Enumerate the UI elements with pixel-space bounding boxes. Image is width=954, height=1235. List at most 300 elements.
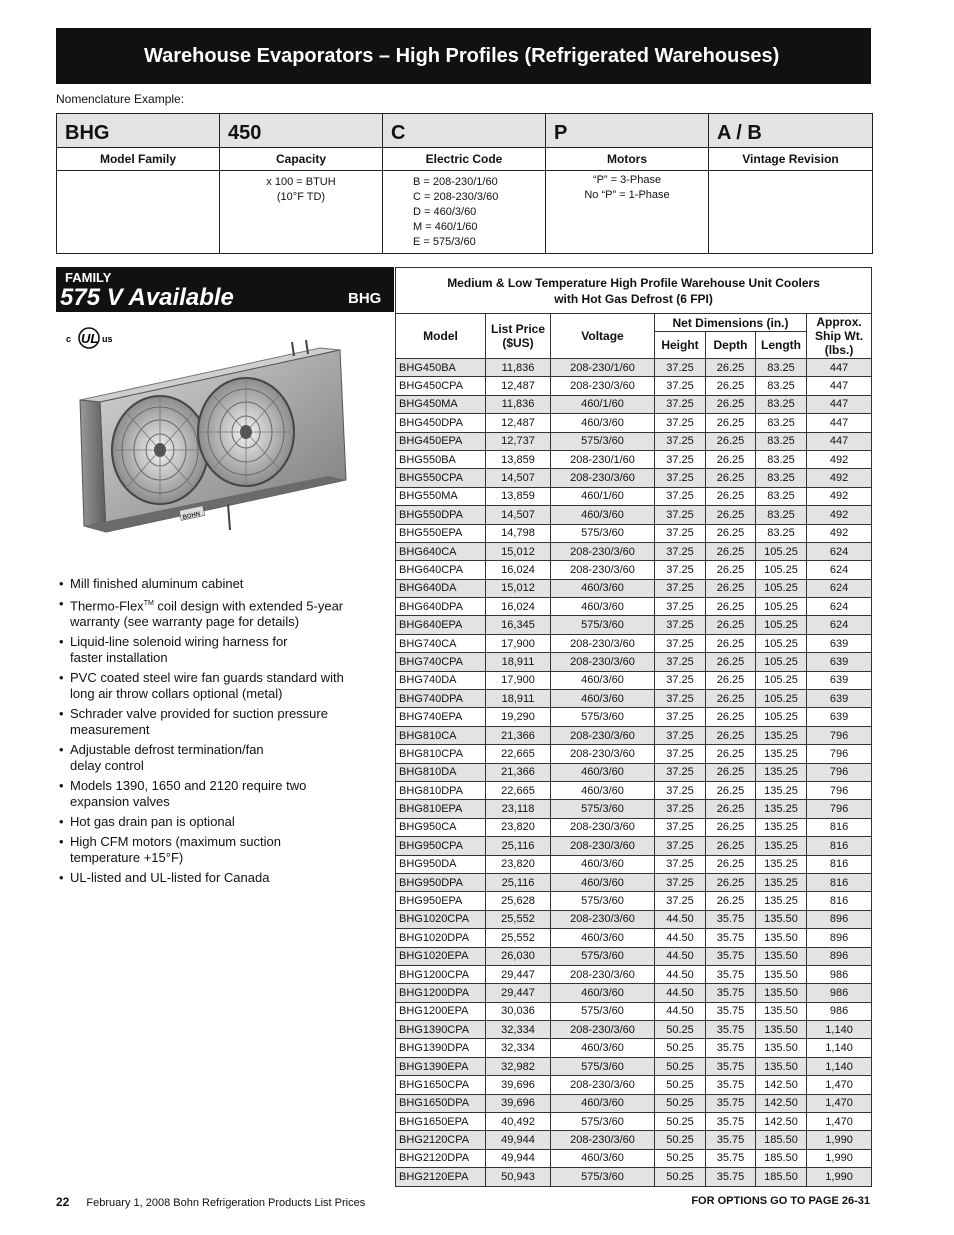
table-cell: 83.25 xyxy=(756,359,807,377)
table-cell: 37.25 xyxy=(655,598,706,616)
table-cell: 21,366 xyxy=(486,726,551,744)
table-cell: 208-230/1/60 xyxy=(551,359,655,377)
table-cell: 26.25 xyxy=(706,487,756,505)
table-cell: 816 xyxy=(807,892,872,910)
table-cell: 25,116 xyxy=(486,873,551,891)
table-cell: 135.25 xyxy=(756,855,807,873)
nomenclature-detail xyxy=(57,171,220,254)
table-cell: 447 xyxy=(807,359,872,377)
table-cell: 25,552 xyxy=(486,910,551,928)
table-cell: 83.25 xyxy=(756,506,807,524)
table-cell: 44.50 xyxy=(655,947,706,965)
table-cell: 32,982 xyxy=(486,1057,551,1075)
header-net-dimensions: Net Dimensions (in.) xyxy=(655,314,807,332)
table-cell: 11,836 xyxy=(486,359,551,377)
table-cell: 35.75 xyxy=(706,1057,756,1075)
table-cell: 35.75 xyxy=(706,1113,756,1131)
table-cell: 185.50 xyxy=(756,1168,807,1186)
table-cell: 26.25 xyxy=(706,432,756,450)
table-cell: 460/3/60 xyxy=(551,781,655,799)
table-row xyxy=(396,1131,872,1149)
table-cell: 26.25 xyxy=(706,579,756,597)
fan-left-icon xyxy=(112,396,208,504)
table-cell: 18,911 xyxy=(486,653,551,671)
table-cell: 460/3/60 xyxy=(551,929,655,947)
table-cell: 208-230/3/60 xyxy=(551,818,655,836)
table-cell: 986 xyxy=(807,984,872,1002)
table-cell: 460/1/60 xyxy=(551,487,655,505)
feature-list xyxy=(56,576,391,890)
table-cell: 105.25 xyxy=(756,542,807,560)
table-cell: 37.25 xyxy=(655,892,706,910)
table-cell: BHG950EPA xyxy=(396,892,486,910)
table-cell: 142.50 xyxy=(756,1113,807,1131)
table-cell: 624 xyxy=(807,561,872,579)
table-cell: 26.25 xyxy=(706,690,756,708)
nomenclature-code: P xyxy=(546,114,709,148)
table-cell: 37.25 xyxy=(655,708,706,726)
page-number: 22 xyxy=(56,1195,70,1209)
footer-left xyxy=(56,1195,365,1209)
nomenclature-label-cell: Capacity xyxy=(220,148,383,171)
table-cell: 26.25 xyxy=(706,395,756,413)
table-cell: 492 xyxy=(807,487,872,505)
table-row xyxy=(396,1021,872,1039)
table-cell: BHG450BA xyxy=(396,359,486,377)
table-cell: BHG640EPA xyxy=(396,616,486,634)
footer-options-note: FOR OPTIONS GO TO PAGE 26-31 xyxy=(691,1195,870,1207)
table-row xyxy=(396,579,872,597)
table-row xyxy=(396,598,872,616)
table-row xyxy=(396,487,872,505)
family-code: BHG xyxy=(348,290,382,307)
table-row xyxy=(396,671,872,689)
table-cell: 83.25 xyxy=(756,377,807,395)
table-cell: BHG640DPA xyxy=(396,598,486,616)
table-cell: 796 xyxy=(807,745,872,763)
ul-logo-us: us xyxy=(102,334,113,344)
table-cell: 447 xyxy=(807,414,872,432)
table-cell: 37.25 xyxy=(655,469,706,487)
feature-item: • Schrader valve provided for suction pressure measurement xyxy=(56,706,391,738)
table-row xyxy=(396,873,872,891)
table-row xyxy=(396,1149,872,1167)
table-cell: 135.50 xyxy=(756,984,807,1002)
table-cell: 37.25 xyxy=(655,414,706,432)
table-row xyxy=(396,506,872,524)
table-cell: 624 xyxy=(807,598,872,616)
table-cell: 208-230/3/60 xyxy=(551,1076,655,1094)
table-cell: 208-230/3/60 xyxy=(551,634,655,652)
table-cell: 44.50 xyxy=(655,965,706,983)
table-cell: BHG1390CPA xyxy=(396,1021,486,1039)
table-cell: 26.25 xyxy=(706,450,756,468)
table-cell: 14,798 xyxy=(486,524,551,542)
table-cell: BHG450DPA xyxy=(396,414,486,432)
table-cell: 37.25 xyxy=(655,634,706,652)
table-cell: 105.25 xyxy=(756,653,807,671)
table-cell: 50.25 xyxy=(655,1149,706,1167)
table-cell: 639 xyxy=(807,653,872,671)
table-cell: 16,024 xyxy=(486,561,551,579)
feature-item: • Liquid-line solenoid wiring harness for faster installation xyxy=(56,634,391,666)
table-cell: 460/3/60 xyxy=(551,855,655,873)
table-row xyxy=(396,837,872,855)
table-cell: BHG810CA xyxy=(396,726,486,744)
nomenclature-code: C xyxy=(383,114,546,148)
table-row xyxy=(396,855,872,873)
table-cell: 37.25 xyxy=(655,837,706,855)
table-cell: 986 xyxy=(807,1002,872,1020)
table-cell: 816 xyxy=(807,818,872,836)
nomenclature-code: A / B xyxy=(709,114,873,148)
table-cell: 35.75 xyxy=(706,1149,756,1167)
table-row xyxy=(396,414,872,432)
table-cell: 23,820 xyxy=(486,855,551,873)
table-cell: 17,900 xyxy=(486,671,551,689)
table-cell: BHG1020EPA xyxy=(396,947,486,965)
table-cell: 23,820 xyxy=(486,818,551,836)
table-cell: 37.25 xyxy=(655,855,706,873)
feature-item: • Models 1390, 1650 and 2120 require two expansion valves xyxy=(56,778,391,810)
nomenclature-label-cell: Motors xyxy=(546,148,709,171)
table-cell: BHG740DPA xyxy=(396,690,486,708)
table-cell: 208-230/3/60 xyxy=(551,1131,655,1149)
feature-item: • PVC coated steel wire fan guards standard with long air throw collars optional (metal) xyxy=(56,670,391,702)
table-cell: BHG2120DPA xyxy=(396,1149,486,1167)
table-cell: 35.75 xyxy=(706,947,756,965)
table-cell: 29,447 xyxy=(486,965,551,983)
table-cell: 35.75 xyxy=(706,1021,756,1039)
table-cell: 83.25 xyxy=(756,487,807,505)
table-cell: 17,900 xyxy=(486,634,551,652)
table-cell: 37.25 xyxy=(655,524,706,542)
table-cell: 796 xyxy=(807,726,872,744)
nomenclature-code: BHG xyxy=(57,114,220,148)
table-cell: 29,447 xyxy=(486,984,551,1002)
table-cell: 896 xyxy=(807,910,872,928)
table-cell: 44.50 xyxy=(655,929,706,947)
table-cell: BHG1020DPA xyxy=(396,929,486,947)
table-cell: 460/3/60 xyxy=(551,873,655,891)
table-cell: 135.50 xyxy=(756,947,807,965)
table-cell: 37.25 xyxy=(655,579,706,597)
table-cell: 44.50 xyxy=(655,984,706,1002)
table-cell: 16,024 xyxy=(486,598,551,616)
table-cell: 26.25 xyxy=(706,818,756,836)
table-cell: 460/3/60 xyxy=(551,763,655,781)
table-cell: 25,552 xyxy=(486,929,551,947)
feature-item: • Mill finished aluminum cabinet xyxy=(56,576,391,592)
table-cell: 26.25 xyxy=(706,800,756,818)
table-cell: 50.25 xyxy=(655,1039,706,1057)
table-cell: BHG740EPA xyxy=(396,708,486,726)
table-cell: BHG810EPA xyxy=(396,800,486,818)
table-cell: 208-230/3/60 xyxy=(551,1021,655,1039)
table-cell: 575/3/60 xyxy=(551,1168,655,1186)
table-cell: BHG950DPA xyxy=(396,873,486,891)
table-cell: 460/3/60 xyxy=(551,1149,655,1167)
table-cell: 135.25 xyxy=(756,726,807,744)
table-cell: 19,290 xyxy=(486,708,551,726)
header-price: List Price ($US) xyxy=(486,314,551,359)
table-cell: 37.25 xyxy=(655,781,706,799)
table-row xyxy=(396,1039,872,1057)
table-cell: 1,990 xyxy=(807,1131,872,1149)
nomenclature-label-cell: Vintage Revision xyxy=(709,148,873,171)
nomenclature-label-cell: Model Family xyxy=(57,148,220,171)
table-row xyxy=(396,432,872,450)
table-cell: 796 xyxy=(807,781,872,799)
table-cell: BHG640CPA xyxy=(396,561,486,579)
table-cell: 208-230/3/60 xyxy=(551,653,655,671)
table-cell: 185.50 xyxy=(756,1131,807,1149)
table-cell: 35.75 xyxy=(706,1094,756,1112)
table-row xyxy=(396,929,872,947)
table-row xyxy=(396,450,872,468)
table-cell: 135.25 xyxy=(756,745,807,763)
table-cell: 105.25 xyxy=(756,708,807,726)
table-cell: 21,366 xyxy=(486,763,551,781)
table-cell: 37.25 xyxy=(655,671,706,689)
table-cell: 23,118 xyxy=(486,800,551,818)
table-cell: 575/3/60 xyxy=(551,892,655,910)
table-cell: 460/3/60 xyxy=(551,984,655,1002)
table-cell: 1,140 xyxy=(807,1057,872,1075)
feature-item: • UL-listed and UL-listed for Canada xyxy=(56,870,391,886)
table-cell: 15,012 xyxy=(486,542,551,560)
table-cell: BHG1200DPA xyxy=(396,984,486,1002)
table-cell: 624 xyxy=(807,579,872,597)
table-cell: 50,943 xyxy=(486,1168,551,1186)
table-cell: 135.50 xyxy=(756,1021,807,1039)
table-cell: 44.50 xyxy=(655,1002,706,1020)
table-cell: 50.25 xyxy=(655,1131,706,1149)
table-cell: 25,116 xyxy=(486,837,551,855)
table-cell: BHG950CPA xyxy=(396,837,486,855)
family-label: FAMILY xyxy=(65,270,112,285)
table-cell: 50.25 xyxy=(655,1076,706,1094)
table-cell: 26.25 xyxy=(706,726,756,744)
table-cell: BHG1020CPA xyxy=(396,910,486,928)
table-cell: 460/3/60 xyxy=(551,506,655,524)
table-cell: 37.25 xyxy=(655,818,706,836)
table-cell: 37.25 xyxy=(655,450,706,468)
family-banner xyxy=(56,267,394,312)
table-cell: 26.25 xyxy=(706,359,756,377)
table-row xyxy=(396,561,872,579)
table-cell: 208-230/3/60 xyxy=(551,745,655,763)
table-cell: 26.25 xyxy=(706,524,756,542)
table-cell: 26.25 xyxy=(706,781,756,799)
table-cell: BHG2120CPA xyxy=(396,1131,486,1149)
table-cell: 37.25 xyxy=(655,800,706,818)
table-row xyxy=(396,653,872,671)
table-cell: BHG1650CPA xyxy=(396,1076,486,1094)
table-cell: 1,470 xyxy=(807,1076,872,1094)
table-cell: BHG550CPA xyxy=(396,469,486,487)
table-cell: 624 xyxy=(807,542,872,560)
page-title: Warehouse Evaporators – High Profiles (Refrigerated Warehouses) xyxy=(56,28,871,84)
table-cell: 796 xyxy=(807,800,872,818)
table-cell: 35.75 xyxy=(706,1168,756,1186)
table-cell: 135.50 xyxy=(756,1002,807,1020)
table-cell: 35.75 xyxy=(706,1002,756,1020)
table-cell: 32,334 xyxy=(486,1021,551,1039)
table-cell: 896 xyxy=(807,947,872,965)
table-cell: 37.25 xyxy=(655,506,706,524)
table-cell: 135.25 xyxy=(756,892,807,910)
table-cell: 1,470 xyxy=(807,1094,872,1112)
table-cell: 49,944 xyxy=(486,1149,551,1167)
table-cell: BHG550EPA xyxy=(396,524,486,542)
table-cell: 26.25 xyxy=(706,653,756,671)
table-row xyxy=(396,1094,872,1112)
table-cell: 208-230/3/60 xyxy=(551,965,655,983)
table-cell: 83.25 xyxy=(756,432,807,450)
table-cell: 105.25 xyxy=(756,579,807,597)
table-row xyxy=(396,690,872,708)
table-row xyxy=(396,395,872,413)
table-cell: BHG450CPA xyxy=(396,377,486,395)
table-cell: 575/3/60 xyxy=(551,432,655,450)
table-cell: 460/1/60 xyxy=(551,395,655,413)
table-cell: 12,487 xyxy=(486,414,551,432)
header-length: Length xyxy=(756,332,807,359)
table-cell: 35.75 xyxy=(706,1039,756,1057)
table-cell: BHG450EPA xyxy=(396,432,486,450)
table-cell: 1,140 xyxy=(807,1039,872,1057)
table-cell: 639 xyxy=(807,671,872,689)
header-depth: Depth xyxy=(706,332,756,359)
table-cell: 11,836 xyxy=(486,395,551,413)
table-cell: 50.25 xyxy=(655,1021,706,1039)
nomenclature-label-cell: Electric Code xyxy=(383,148,546,171)
brand-plate: BOHN xyxy=(182,511,201,521)
table-cell: 83.25 xyxy=(756,450,807,468)
table-cell: BHG1200EPA xyxy=(396,1002,486,1020)
spec-table-body xyxy=(396,359,872,1187)
nomenclature-detail: “P” = 3-Phase No “P” = 1-Phase xyxy=(546,171,709,254)
table-cell: 39,696 xyxy=(486,1094,551,1112)
nomenclature-code: 450 xyxy=(220,114,383,148)
table-cell: 83.25 xyxy=(756,414,807,432)
nomenclature-label: Nomenclature Example: xyxy=(56,92,185,106)
table-cell: 22,665 xyxy=(486,745,551,763)
table-cell: 26.25 xyxy=(706,671,756,689)
table-cell: BHG1650DPA xyxy=(396,1094,486,1112)
table-cell: 26.25 xyxy=(706,892,756,910)
table-row xyxy=(396,469,872,487)
feature-item: • Adjustable defrost termination/fan delay control xyxy=(56,742,391,774)
table-cell: 135.50 xyxy=(756,965,807,983)
table-cell: 26.25 xyxy=(706,469,756,487)
table-cell: 18,911 xyxy=(486,690,551,708)
table-cell: 460/3/60 xyxy=(551,579,655,597)
table-row xyxy=(396,781,872,799)
table-cell: 26.25 xyxy=(706,708,756,726)
table-cell: BHG810DA xyxy=(396,763,486,781)
evaporator-unit-image xyxy=(70,340,352,560)
table-cell: 49,944 xyxy=(486,1131,551,1149)
table-cell: 208-230/3/60 xyxy=(551,469,655,487)
table-cell: 35.75 xyxy=(706,1076,756,1094)
table-cell: 26.25 xyxy=(706,561,756,579)
table-cell: 37.25 xyxy=(655,359,706,377)
table-cell: 105.25 xyxy=(756,690,807,708)
table-cell: 135.25 xyxy=(756,763,807,781)
table-row xyxy=(396,965,872,983)
table-cell: BHG550MA xyxy=(396,487,486,505)
table-cell: 26.25 xyxy=(706,598,756,616)
table-cell: 575/3/60 xyxy=(551,1002,655,1020)
table-cell: 575/3/60 xyxy=(551,947,655,965)
table-cell: BHG550DPA xyxy=(396,506,486,524)
table-row xyxy=(396,1168,872,1186)
table-cell: 40,492 xyxy=(486,1113,551,1131)
table-row xyxy=(396,1002,872,1020)
table-cell: 575/3/60 xyxy=(551,1113,655,1131)
table-row xyxy=(396,708,872,726)
table-cell: 26,030 xyxy=(486,947,551,965)
table-row xyxy=(396,947,872,965)
table-cell: 1,140 xyxy=(807,1021,872,1039)
table-cell: 135.25 xyxy=(756,781,807,799)
header-weight: Approx. Ship Wt. (lbs.) xyxy=(807,314,872,359)
table-cell: 492 xyxy=(807,506,872,524)
table-cell: 796 xyxy=(807,763,872,781)
availability-label: 575 V Available xyxy=(60,284,234,311)
table-cell: 26.25 xyxy=(706,506,756,524)
table-row xyxy=(396,1057,872,1075)
ul-logo-c: c xyxy=(66,334,72,344)
table-cell: 185.50 xyxy=(756,1149,807,1167)
table-cell: 26.25 xyxy=(706,542,756,560)
table-cell: 35.75 xyxy=(706,1131,756,1149)
table-cell: 135.50 xyxy=(756,1057,807,1075)
table-cell: 14,507 xyxy=(486,506,551,524)
table-cell: 575/3/60 xyxy=(551,524,655,542)
table-cell: 816 xyxy=(807,873,872,891)
table-cell: 460/3/60 xyxy=(551,671,655,689)
table-cell: 16,345 xyxy=(486,616,551,634)
table-cell: 208-230/3/60 xyxy=(551,837,655,855)
table-cell: 35.75 xyxy=(706,965,756,983)
table-cell: 135.50 xyxy=(756,910,807,928)
table-row xyxy=(396,1113,872,1131)
table-cell: 816 xyxy=(807,837,872,855)
table-cell: 105.25 xyxy=(756,671,807,689)
table-cell: 575/3/60 xyxy=(551,708,655,726)
table-caption: Medium & Low Temperature High Profile Warehouse Unit Coolers with Hot Gas Defrost (6 FPI) xyxy=(396,268,872,314)
table-cell: 460/3/60 xyxy=(551,1094,655,1112)
table-cell: 142.50 xyxy=(756,1094,807,1112)
table-cell: 624 xyxy=(807,616,872,634)
table-cell: 105.25 xyxy=(756,616,807,634)
table-cell: 26.25 xyxy=(706,763,756,781)
table-cell: BHG740CA xyxy=(396,634,486,652)
table-cell: 50.25 xyxy=(655,1113,706,1131)
table-cell: BHG640CA xyxy=(396,542,486,560)
table-cell: 105.25 xyxy=(756,634,807,652)
table-cell: 37.25 xyxy=(655,561,706,579)
table-cell: 37.25 xyxy=(655,487,706,505)
table-cell: BHG550BA xyxy=(396,450,486,468)
table-cell: 460/3/60 xyxy=(551,598,655,616)
table-cell: 25,628 xyxy=(486,892,551,910)
table-cell: 35.75 xyxy=(706,929,756,947)
footer-date: February 1, 2008 Bohn Refrigeration Products List Prices xyxy=(86,1197,366,1209)
